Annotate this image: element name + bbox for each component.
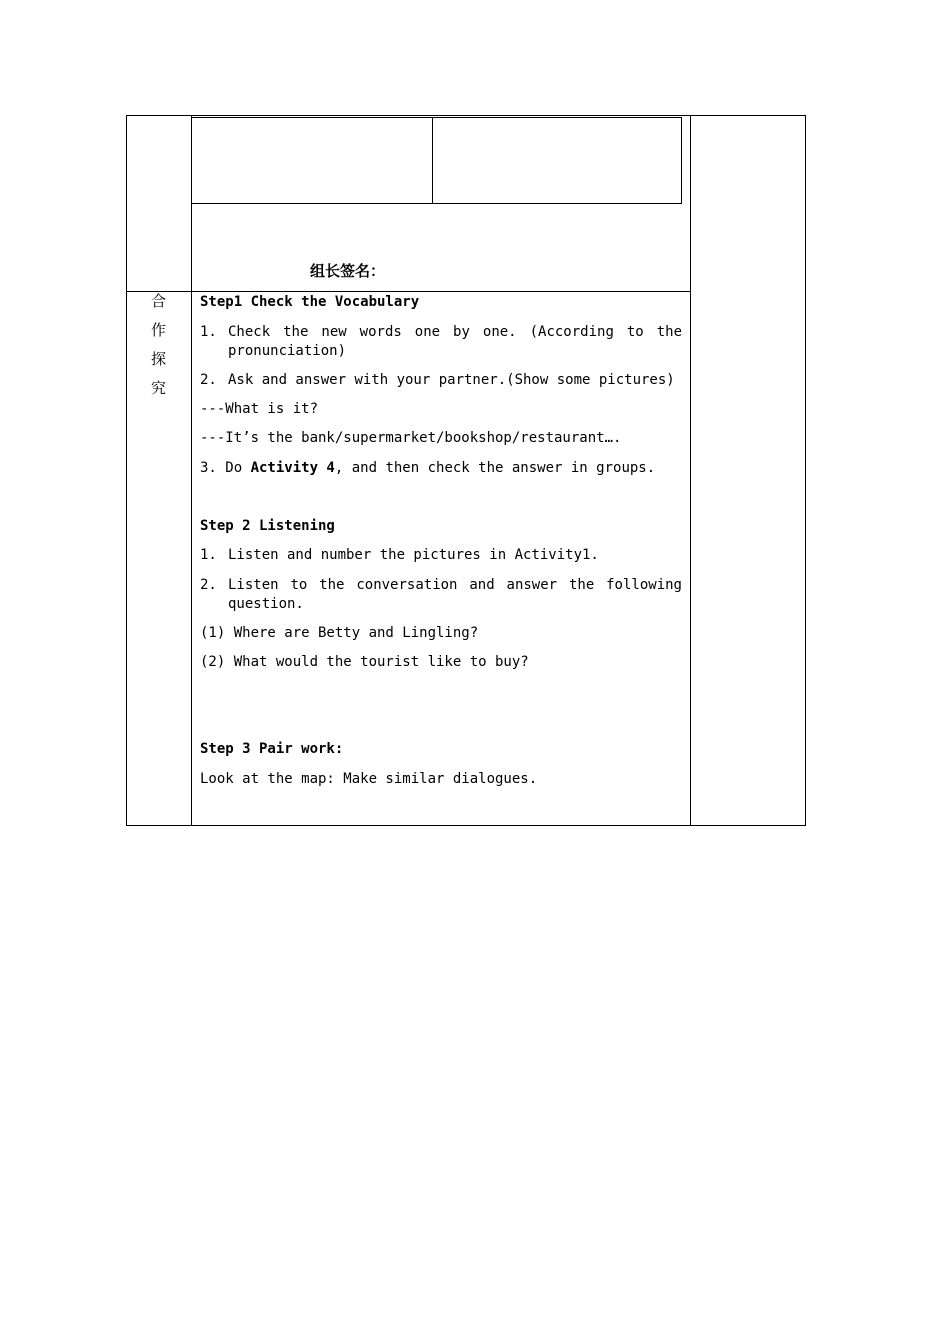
step2-question-1: (1) Where are Betty and Lingling? — [200, 625, 479, 641]
step1-question: ---What is it? — [200, 401, 319, 417]
label-char: 究 — [151, 379, 167, 397]
inner-table-bottom — [191, 203, 681, 204]
step2-item1-text: Listen and number the pictures in Activity1. — [228, 547, 599, 563]
inner-table-right — [681, 117, 682, 204]
column-divider-2 — [690, 115, 691, 826]
step2-item2-number: 2. — [200, 577, 217, 593]
step2-item2-text-cont: question. — [228, 596, 304, 612]
label-char: 探 — [151, 350, 167, 368]
step1-item3 — [200, 459, 655, 477]
table-border-left — [126, 115, 127, 826]
step2-item1-number: 1. — [200, 547, 217, 563]
label-char: 合 — [151, 292, 167, 310]
table-border-top — [126, 115, 806, 116]
step1-answer: ---It’s the bank/supermarket/bookshop/restaurant…. — [200, 430, 622, 446]
step1-item3-activity: Activity 4 — [250, 460, 335, 476]
step1-item3-prefix: 3. Do — [200, 460, 251, 476]
step2-item2-text: Listen to the conversation and answer the following — [228, 577, 682, 593]
column-divider-1 — [191, 115, 192, 826]
step2-question-2: (2) What would the tourist like to buy? — [200, 654, 529, 670]
row-divider — [126, 291, 691, 292]
inner-table-divider — [432, 117, 433, 204]
step1-item1-text-cont: pronunciation) — [228, 343, 347, 359]
step1-item3-suffix: , and then check the answer in groups. — [334, 460, 656, 476]
step1-item2-text: Ask and answer with your partner.(Show some pictures) — [228, 372, 675, 388]
table-border-right — [805, 115, 806, 826]
inner-table-top — [191, 117, 681, 118]
step3-title: Step 3 Pair work: — [200, 741, 344, 757]
step2-title: Step 2 Listening — [200, 518, 335, 534]
group-leader-signature-label: 组长签名： — [310, 262, 386, 280]
label-char: 作 — [151, 321, 167, 339]
step3-text: Look at the map: Make similar dialogues. — [200, 771, 538, 787]
table-border-bottom — [126, 825, 806, 826]
step1-title: Step1 Check the Vocabulary — [200, 294, 420, 310]
step1-item2-number: 2. — [200, 372, 217, 388]
step1-item1-text: Check the new words one by one. (According to the — [228, 324, 682, 340]
step1-item1-number: 1. — [200, 324, 217, 340]
